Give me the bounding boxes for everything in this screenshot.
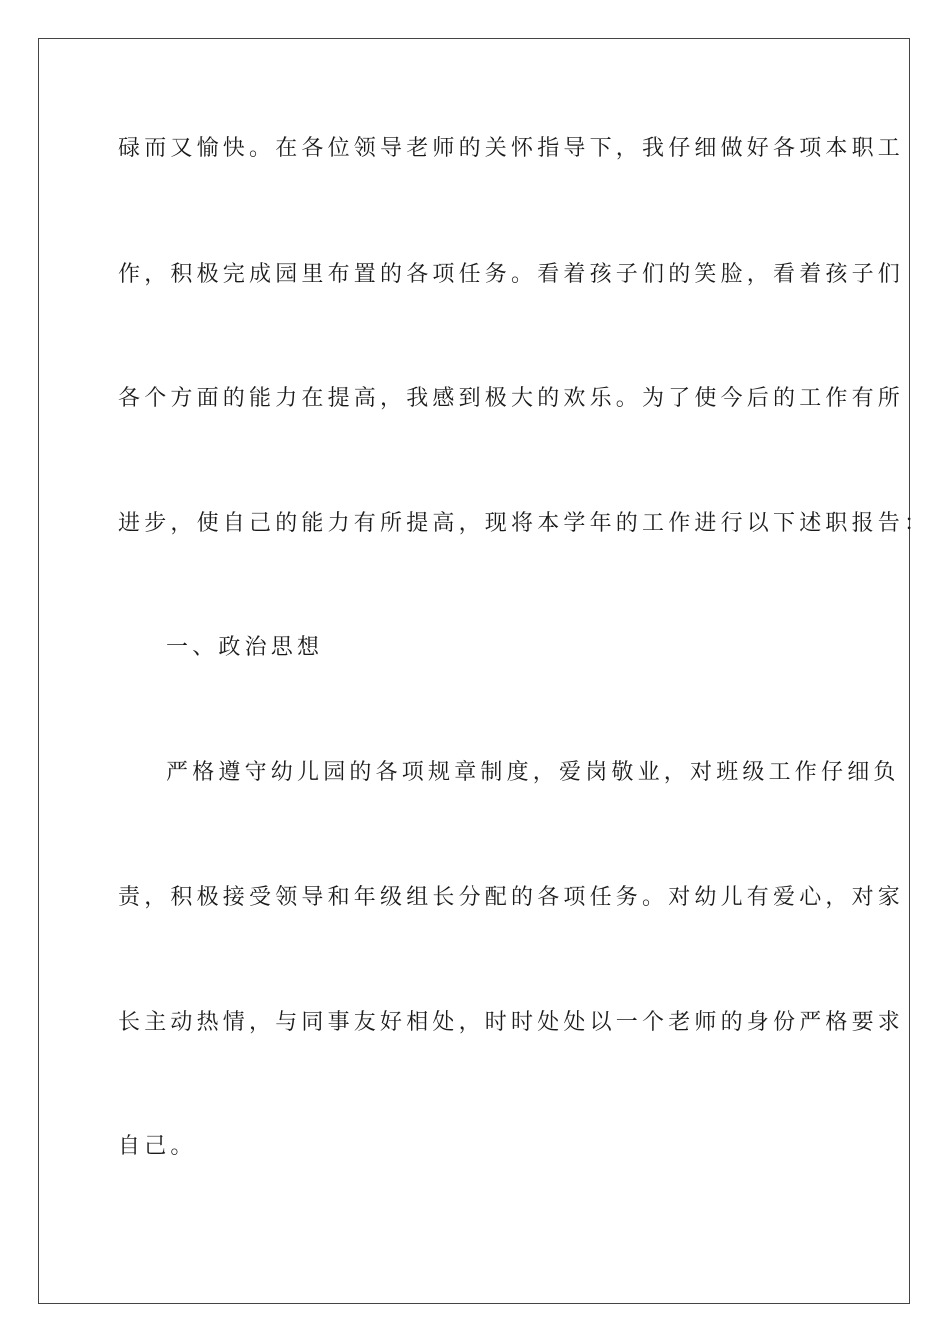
page-border <box>38 38 931 1304</box>
paragraph-line: 自己。 <box>118 1134 197 1159</box>
paragraph-line: 责，积极接受领导和年级组长分配的各项任务。对幼儿有爱心，对家 <box>118 885 905 910</box>
paragraph-line: 长主动热情，与同事友好相处，时时处处以一个老师的身份严格要求 <box>118 1010 905 1035</box>
paragraph-line: 碌而又愉快。在各位领导老师的关怀指导下，我仔细做好各项本职工 <box>118 136 905 161</box>
paragraph-line: 进步，使自己的能力有所提高，现将本学年的工作进行以下述职报告： <box>118 511 931 536</box>
paragraph-line: 作，积极完成园里布置的各项任务。看着孩子们的笑脸，看着孩子们 <box>118 262 905 287</box>
section-heading: 一、政治思想 <box>166 635 324 660</box>
paragraph-line: 严格遵守幼儿园的各项规章制度，爱岗敬业，对班级工作仔细负 <box>166 760 900 785</box>
paragraph-line: 各个方面的能力在提高，我感到极大的欢乐。为了使今后的工作有所 <box>118 386 905 411</box>
